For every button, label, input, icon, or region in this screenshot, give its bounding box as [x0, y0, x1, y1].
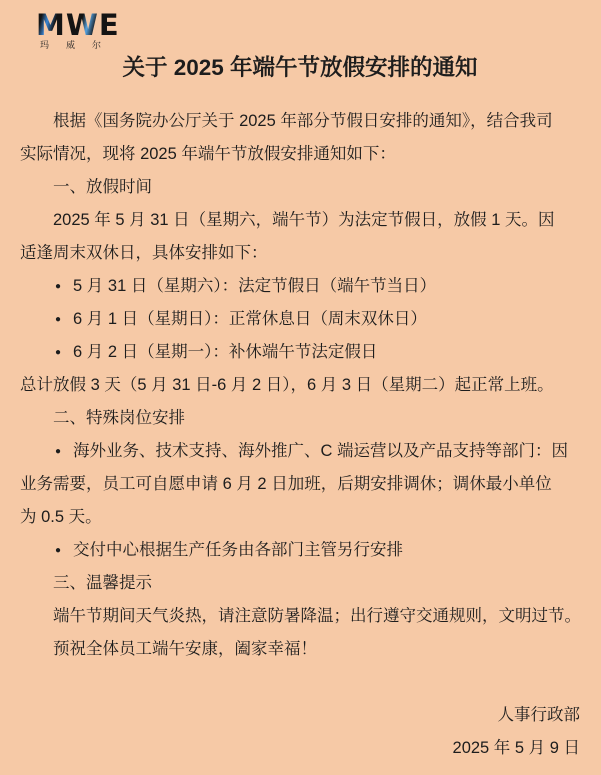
bullet-text: 交付中心根据生产任务由各部门主管另行安排	[73, 541, 404, 559]
signature-date: 2025 年 5 月 9 日	[452, 739, 580, 757]
body-line: 业务需要，员工可自愿申请 6 月 2 日加班，后期安排调休；调休最小单位	[20, 475, 552, 493]
bullet-text: 海外业务、技术支持、海外推广、C 端运营以及产品支持等部门：因	[73, 442, 569, 460]
bullet-text: 6 月 1 日（星期日）：正常休息日（周末双休日）	[73, 310, 427, 328]
bullet-icon: ●	[55, 314, 62, 325]
body-line: 三、温馨提示	[53, 574, 152, 592]
body-line: 根据《国务院办公厅关于 2025 年部分节假日安排的通知》，结合我司	[53, 112, 553, 130]
signature-block	[20, 699, 580, 765]
notice-body	[20, 105, 580, 666]
bullet-line	[20, 534, 580, 567]
bullet-text: 6 月 2 日（星期一）：补休端午节法定假日	[73, 343, 378, 361]
bullet-line	[20, 435, 580, 468]
notice-title: 关于 2025 年端午节放假安排的通知	[122, 55, 478, 80]
body-line: 适逢周末双休日，具体安排如下：	[20, 244, 268, 262]
signature-department: 人事行政部	[497, 706, 580, 724]
body-line: 2025 年 5 月 31 日（星期六，端午节）为法定节假日，放假 1 天。因	[53, 211, 555, 229]
bullet-icon: ●	[55, 545, 62, 556]
body-line: 为 0.5 天。	[20, 508, 102, 526]
body-line: 一、放假时间	[53, 178, 152, 196]
bullet-icon: ●	[55, 281, 62, 292]
body-line: 预祝全体员工端午安康，阖家幸福！	[53, 640, 317, 658]
bullet-line	[20, 270, 580, 303]
body-line: 二、特殊岗位安排	[53, 409, 185, 427]
bullet-icon: ●	[55, 347, 62, 358]
body-line: 实际情况，现将 2025 年端午节放假安排通知如下：	[20, 145, 396, 163]
logo-subtext: 玛威尔	[40, 40, 119, 50]
bullet-text: 5 月 31 日（星期六）：法定节假日（端午节当日）	[73, 277, 437, 295]
body-line: 总计放假 3 天（5 月 31 日-6 月 2 日），6 月 3 日（星期二）起正常上班。	[20, 376, 554, 394]
bullet-line	[20, 303, 580, 336]
body-line: 端午节期间天气炎热，请注意防暑降温；出行遵守交通规则，文明过节。	[53, 607, 581, 625]
company-logo	[36, 10, 146, 50]
bullet-icon: ●	[55, 446, 62, 457]
logo-wordmark: MWE	[36, 10, 146, 40]
bullet-line	[20, 336, 580, 369]
